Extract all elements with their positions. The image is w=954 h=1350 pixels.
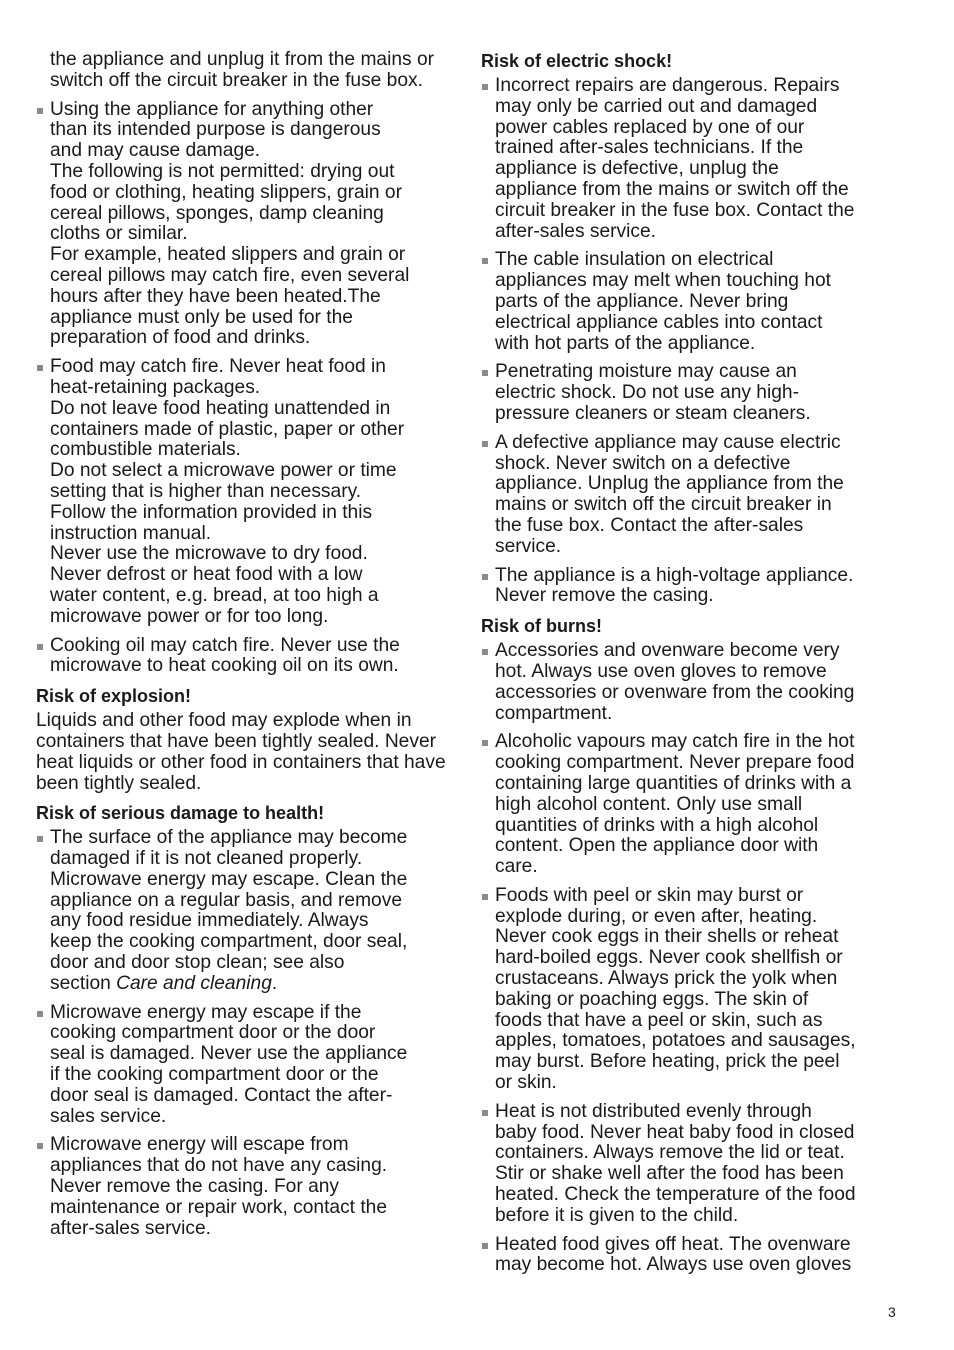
text-line: foods that have a peel or skin, such as (495, 1009, 823, 1031)
text-line: Heat is not distributed evenly through (495, 1100, 812, 1122)
text-line: may become hot. Always use oven gloves (495, 1254, 852, 1276)
text-line: electric shock. Do not use any high- (495, 382, 799, 404)
bullet-square-icon (37, 1011, 43, 1017)
text-line: heated. Check the temperature of the food (495, 1184, 856, 1206)
list-item (481, 732, 901, 878)
text-line: microwave power or for too long. (50, 605, 329, 627)
text-line: sales service. (50, 1105, 167, 1127)
text-line: appliance must only be used for the (50, 306, 353, 328)
text-line: containing large quantities of drinks with a (495, 772, 852, 794)
text-line: quantities of drinks with a high alcohol (495, 814, 819, 836)
text-line: containers made of plastic, paper or other (50, 418, 405, 440)
list-item (481, 566, 901, 608)
list-item (36, 1135, 454, 1239)
text-line: baby food. Never heat baby food in closed (495, 1121, 855, 1143)
text-line: may burst. Before heating, prick the peel (495, 1051, 840, 1073)
text-line: Never cook eggs in their shells or reheat (495, 926, 839, 948)
text-line: baking or poaching eggs. The skin of (495, 988, 809, 1010)
text-line: before it is given to the child. (495, 1204, 739, 1226)
section-heading-explosion: Risk of explosion! (36, 686, 192, 707)
text-line: after-sales service. (495, 220, 657, 242)
cross-reference-line: section Care and cleaning. (50, 972, 278, 994)
bullet-square-icon (37, 1143, 43, 1149)
text-line: hard-boiled eggs. Never cook shellfish or (495, 947, 843, 969)
text-line: content. Open the appliance door with (495, 835, 819, 857)
list-item (481, 362, 901, 424)
text-line: appliance. Unplug the appliance from the (495, 473, 844, 495)
text-line: if the cooking compartment door or the (50, 1064, 379, 1086)
text-line: Using the appliance for anything other (50, 98, 374, 120)
text-line: food or clothing, heating slippers, grain or (50, 181, 402, 203)
text-line: Penetrating moisture may cause an (495, 361, 797, 383)
text-line: The cable insulation on electrical (495, 249, 774, 271)
text-line: cloths or similar. (50, 223, 188, 245)
text-line: Food may catch fire. Never heat food in (50, 356, 386, 378)
bullet-square-icon (37, 644, 43, 650)
text-line: water content, e.g. bread, at too high a (50, 584, 379, 606)
text-line: seal is damaged. Never use the appliance (50, 1043, 408, 1065)
continuation-text: the appliance and unplug it from the mains or switch off the circuit breaker in the fuse box. (50, 49, 435, 91)
bullet-list (481, 641, 901, 1276)
section-heading-burns: Risk of burns! (481, 616, 603, 637)
cross-reference-link: Care and cleaning (116, 972, 272, 994)
list-item (36, 100, 454, 350)
text-line: The appliance is a high-voltage appliance. (495, 564, 854, 586)
text-line: Stir or shake well after the food has been (495, 1163, 844, 1185)
bullet-square-icon (482, 1243, 488, 1249)
page-number: 3 (888, 1304, 896, 1320)
text-line: Do not leave food heating unattended in (50, 397, 391, 419)
list-item (481, 76, 901, 242)
text-line: service. (495, 535, 562, 557)
text-line: shock. Never switch on a defective (495, 452, 791, 474)
text-line: cooking compartment door or the door (50, 1022, 376, 1044)
list-item (36, 636, 454, 678)
bullet-square-icon (482, 894, 488, 900)
text-line: may only be carried out and damaged (495, 95, 818, 117)
text-line: Never defrost or heat food with a low (50, 564, 363, 586)
text-line: cereal pillows may catch fire, even several (50, 264, 410, 286)
text-line: Do not select a microwave power or time (50, 460, 397, 482)
text-line: microwave to heat cooking oil on its own. (50, 655, 399, 677)
text-line: Heated food gives off heat. The ovenware (495, 1233, 851, 1255)
text-line: Accessories and ovenware become very (495, 640, 840, 662)
explosion-paragraph: Liquids and other food may explode when in containers that have been tightly sealed. Never heat liquids or other food in containers that have been tightly sealed. (36, 710, 446, 794)
text-line: electrical appliance cables into contact (495, 311, 823, 333)
text-line: compartment. (495, 702, 613, 724)
bullet-list (36, 1003, 454, 1240)
text-line: pressure cleaners or steam cleaners. (495, 402, 811, 424)
text-line: than its intended purpose is dangerous (50, 119, 381, 141)
text-line: power cables replaced by one of our (495, 116, 805, 138)
bullet-list (481, 76, 901, 607)
bullet-square-icon (482, 740, 488, 746)
text-line: For example, heated slippers and grain or (50, 244, 406, 266)
text-line: Alcoholic vapours may catch fire in the hot (495, 731, 855, 753)
bullet-square-icon (482, 1110, 488, 1116)
bullet-square-icon (482, 370, 488, 376)
text-line: appliances that do not have any casing. (50, 1155, 388, 1177)
list-item (481, 433, 901, 558)
text-line: crustaceans. Always prick the yolk when (495, 968, 838, 990)
text-line: circuit breaker in the fuse box. Contact the (495, 199, 855, 221)
text-line: the fuse box. Contact the after-sales (495, 514, 804, 536)
text-line: containers. Always remove the lid or teat. (495, 1142, 845, 1164)
text-line: or skin. (495, 1072, 557, 1094)
text-line: accessories or ovenware from the cooking (495, 681, 855, 703)
bullet-square-icon (482, 441, 488, 447)
text-line: parts of the appliance. Never bring (495, 290, 789, 312)
bullet-list-health (36, 828, 454, 994)
bullet-square-icon (37, 365, 43, 371)
text-line: trained after-sales technicians. If the (495, 137, 804, 159)
list-item (481, 250, 901, 354)
text-line: apples, tomatoes, potatoes and sausages, (495, 1030, 856, 1052)
list-item (481, 641, 901, 724)
bullet-square-icon (37, 108, 43, 114)
text-line: mains or switch off the circuit breaker in (495, 494, 832, 516)
text-line: maintenance or repair work, contact the (50, 1196, 388, 1218)
text-line: The following is not permitted: drying out (50, 160, 395, 182)
bullet-square-icon (37, 836, 43, 842)
text-line: explode during, or even after, heating. (495, 905, 818, 927)
text-line: Never remove the casing. For any (50, 1176, 340, 1198)
text-line: Cooking oil may catch fire. Never use the (50, 634, 400, 656)
text-line: Microwave energy may escape if the (50, 1001, 362, 1023)
text-line: appliance from the mains or switch off the (495, 178, 849, 200)
text-line: Never use the microwave to dry food. (50, 543, 368, 565)
text-line: appliances may melt when touching hot (495, 270, 831, 292)
bullet-list (36, 100, 454, 678)
text-line: Incorrect repairs are dangerous. Repairs (495, 75, 840, 96)
text-line: cereal pillows, sponges, damp cleaning (50, 202, 384, 224)
text-line: care. (495, 856, 538, 878)
section-heading-health: Risk of serious damage to health! (36, 803, 325, 824)
text-line: combustible materials. (50, 439, 241, 461)
text-line: Never remove the casing. (495, 585, 714, 607)
text-line: Microwave energy will escape from (50, 1134, 349, 1156)
bullet-square-icon (482, 84, 488, 90)
bullet-square-icon (482, 258, 488, 264)
list-item: The surface of the appliance may become damaged if it is not cleaned properly. Microwave energy may escape. Clean the appliance on a regular basis, and remove any food residue immediately. Always keep the cooking compartment, door seal, door and door stop clean; see also section Care and cleaning. (36, 828, 454, 994)
text-line: appliance is defective, unplug the (495, 158, 779, 180)
list-item (36, 357, 454, 627)
text-line: and may cause damage. (50, 140, 261, 162)
text-line: instruction manual. (50, 522, 212, 544)
text-line: hot. Always use oven gloves to remove (495, 660, 827, 682)
text-line: Foods with peel or skin may burst or (495, 884, 804, 906)
bullet-square-icon (482, 574, 488, 580)
list-item (481, 886, 901, 1094)
text-line: cooking compartment. Never prepare food (495, 752, 855, 774)
list-item (481, 1235, 901, 1277)
text-line: Follow the information provided in this (50, 501, 373, 523)
section-heading-electric-shock: Risk of electric shock! (481, 51, 673, 71)
text-line: high alcohol content. Only use small (495, 793, 803, 815)
text-line: hours after they have been heated.The (50, 285, 381, 307)
bullet-square-icon (482, 649, 488, 655)
text-line: door seal is damaged. Contact the after- (50, 1084, 393, 1106)
text-line: A defective appliance may cause electric (495, 431, 841, 453)
left-column (36, 50, 454, 1247)
text-line: heat-retaining packages. (50, 376, 261, 398)
text-line: after-sales service. (50, 1217, 212, 1239)
text-line: preparation of food and drinks. (50, 327, 311, 349)
list-item (36, 1003, 454, 1128)
list-item (481, 1102, 901, 1227)
text-line: with hot parts of the appliance. (495, 332, 756, 354)
right-column (481, 50, 901, 1284)
text-line: setting that is higher than necessary. (50, 480, 362, 502)
